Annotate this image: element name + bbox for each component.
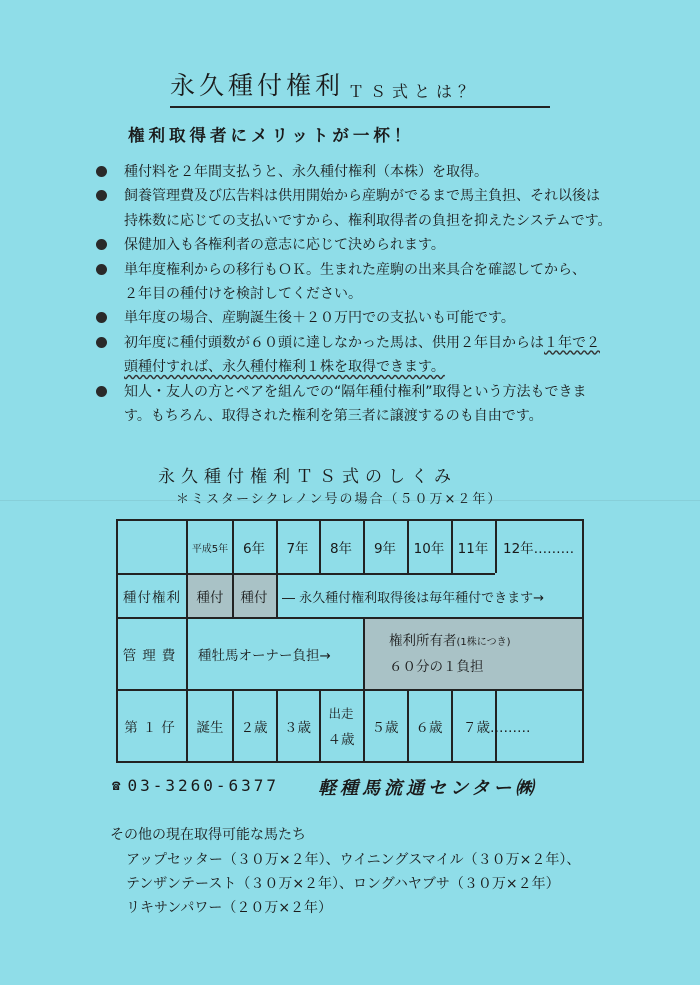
bullet-icon bbox=[96, 312, 107, 323]
others-heading: その他の現在取得可能な馬たち bbox=[110, 827, 306, 843]
row-label-rights: 種付権利 bbox=[123, 590, 181, 606]
bullet-icon bbox=[96, 386, 107, 397]
scheme-note: ＊ミスターシクレノン号の場合（５０万×２年） bbox=[176, 492, 503, 507]
title-main: 永久種付権利 bbox=[170, 71, 345, 100]
emphasis-text: １年で２ bbox=[544, 334, 600, 351]
company-name: 軽種馬流通センター㈱ bbox=[318, 778, 538, 799]
year-header: 8年 bbox=[329, 541, 353, 557]
rights-text: ― 永久種付権利取得後は毎年種付できます→ bbox=[282, 590, 545, 606]
year-header: 10年 bbox=[413, 541, 445, 557]
foal-age-cell-debut: 出走 ４歳 bbox=[327, 706, 355, 748]
bullet-icon bbox=[96, 264, 107, 275]
bullet-icon bbox=[96, 239, 107, 250]
list-item: 保健加入も各権利者の意志に応じて決められます。 bbox=[96, 233, 656, 257]
scheme-title: 永久種付権利ＴＳ式のしくみ bbox=[158, 467, 457, 487]
telephone-icon: ☎ bbox=[112, 777, 124, 794]
bullet-icon bbox=[96, 337, 107, 348]
row-label-management: 管理費 bbox=[122, 648, 182, 664]
year-header: 6年 bbox=[242, 541, 266, 557]
bullet-icon bbox=[96, 166, 107, 177]
list-item: 種付料を２年間支払うと、永久種付権利（本株）を取得。 bbox=[96, 160, 656, 184]
year-header: 12年……… bbox=[503, 541, 575, 557]
year-header: 平成5年 bbox=[191, 543, 229, 555]
foal-age-cell: ６歳 bbox=[415, 720, 443, 736]
list-item: 単年度の場合、産駒誕生後＋２０万円での支払いも可能です。 bbox=[96, 306, 656, 330]
bullet-icon bbox=[96, 190, 107, 201]
owner-burden: 種牡馬オーナー負担→ bbox=[198, 648, 331, 664]
holder-burden: 権利所有者(1株につき) ６０分の１負担 bbox=[389, 633, 511, 675]
subtitle: 権利取得者にメリットが一杯！ bbox=[128, 126, 415, 145]
foal-age-cell: ２歳 bbox=[240, 720, 268, 736]
foal-age-cell: ７歳……… bbox=[463, 720, 531, 736]
foal-age-cell: ５歳 bbox=[371, 720, 399, 736]
foal-age-cell: 誕生 bbox=[196, 720, 224, 736]
emphasis-text: 頭種付すれば、永久種付権利１株を取得できます。 bbox=[124, 359, 445, 376]
list-item: 飼養管理費及び広告料は供用開始から産駒がでるまで馬主負担、それ以後は 持株数に応じての支払いですから、権利取得者の負担を抑えたシステムです。 bbox=[96, 184, 656, 233]
list-item: 初年度に種付頭数が６０頭に達しなかった馬は、供用２年目からは１年で２ 頭種付すれば、永久種付権利１株を取得できます。 bbox=[96, 331, 656, 380]
others-list bbox=[126, 848, 580, 920]
year-header: 9年 bbox=[373, 541, 397, 557]
rights-cell: 種付 bbox=[240, 590, 268, 606]
page-title bbox=[170, 62, 550, 108]
debut-label: 出走 bbox=[328, 706, 354, 721]
year-header: 7年 bbox=[286, 541, 309, 557]
year-header: 11年 bbox=[457, 541, 489, 557]
phone-number: ☎ 03-3260-6377 bbox=[112, 776, 280, 795]
foal-age-cell: ３歳 bbox=[284, 720, 311, 736]
benefits-list bbox=[96, 160, 656, 428]
list-item: 単年度権利からの移行もＯＫ。生まれた産駒の出来具合を確認してから、 ２年目の種付けを検討してください。 bbox=[96, 258, 656, 307]
row-label-first-crop: 第１仔 bbox=[124, 720, 180, 736]
list-item: 知人・友人の方とペアを組んでの“隔年種付権利”取得という方法もできま す。もちろん、取得された権利を第三者に譲渡するのも自由です。 bbox=[96, 380, 656, 429]
list-item: アップセッター（３０万×２年）、ウイニングスマイル（３０万×２年）、 bbox=[126, 852, 581, 868]
title-suffix: ＴＳ式とは？ bbox=[348, 82, 481, 101]
rights-cell: 種付 bbox=[196, 590, 224, 606]
list-item: リキサンパワー（２０万×２年） bbox=[126, 900, 333, 916]
scheme-table bbox=[116, 519, 584, 763]
list-item: テンザンテースト（３０万×２年）、ロングハヤブサ（３０万×２年） bbox=[126, 876, 560, 892]
